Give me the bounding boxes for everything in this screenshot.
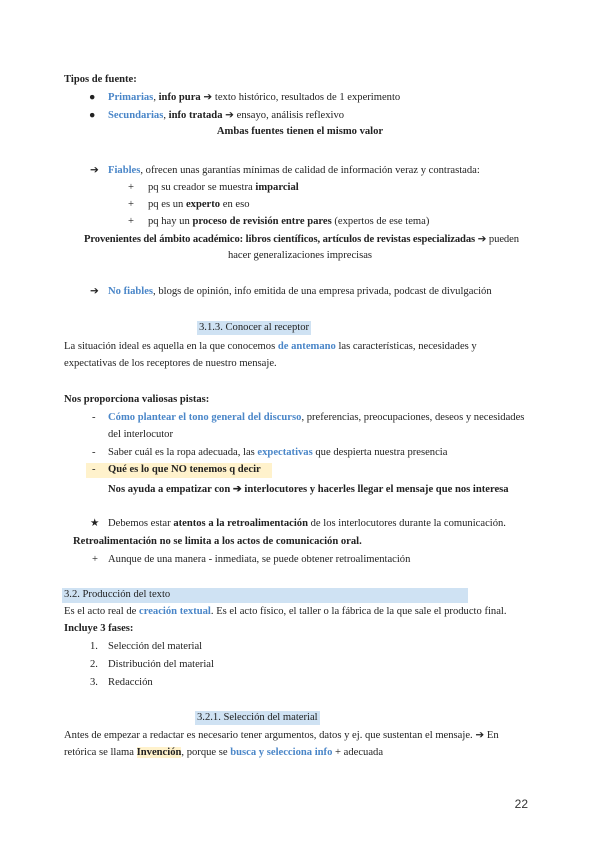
list-item-primarias bbox=[108, 91, 400, 105]
provenientes-line bbox=[84, 233, 519, 247]
text: La situación ideal es aquella en la que conocemos bbox=[64, 341, 278, 352]
blue-text: creación textual bbox=[139, 606, 211, 617]
nofiables-item bbox=[108, 285, 492, 299]
text: ➔ ensayo, análisis reflexivo bbox=[222, 110, 345, 121]
tipos-heading: Tipos de fuente: bbox=[64, 74, 137, 85]
pista-item-3: Qué es lo que NO tenemos q decir bbox=[108, 464, 261, 475]
text: , blogs de opinión, info emitida de una empresa privada, podcast de divulgación bbox=[153, 286, 492, 297]
text: ➔ pueden bbox=[475, 234, 519, 245]
pista-item-1 bbox=[108, 411, 524, 425]
bold-text: info tratada bbox=[168, 110, 223, 121]
section-heading-seleccion: 3.2.1. Selección del material bbox=[197, 712, 318, 723]
retro-star-line bbox=[108, 517, 506, 531]
list-number: 2. bbox=[90, 659, 98, 670]
blue-text: Cómo plantear el tono general del discurso bbox=[108, 412, 302, 423]
text: , ofrecen unas garantías mínimas de calidad de información veraz y contrastada: bbox=[140, 165, 480, 176]
list-item-secundarias bbox=[108, 109, 344, 123]
bold-text: experto bbox=[185, 199, 221, 210]
provenientes-line-2: hacer generalizaciones imprecisas bbox=[227, 250, 373, 261]
plus-icon: + bbox=[92, 554, 98, 565]
bullet-icon: ● bbox=[89, 110, 96, 121]
text: . Es el acto físico, el taller o la fábrica de la que sale el producto final. bbox=[210, 606, 507, 617]
text: en eso bbox=[220, 199, 250, 210]
term-fiables: Fiables bbox=[108, 165, 141, 176]
pista-note: Nos ayuda a empatizar con ➔ interlocutores y hacerles llegar el mensaje que nos interesa bbox=[108, 484, 509, 495]
text: Es el acto real de bbox=[64, 606, 139, 617]
list-number: 3. bbox=[90, 677, 98, 688]
term-secundarias: Secundarias bbox=[108, 110, 164, 121]
plus-icon: + bbox=[128, 216, 134, 227]
list-number: 1. bbox=[90, 641, 98, 652]
text: pq es un bbox=[148, 199, 186, 210]
pistas-heading: Nos proporciona valiosas pistas: bbox=[64, 394, 210, 405]
arrow-icon: ➔ bbox=[90, 165, 99, 176]
produccion-paragraph bbox=[64, 605, 507, 619]
text: Debemos estar bbox=[108, 518, 174, 529]
plus-icon: + bbox=[128, 182, 134, 193]
fiables-sub-1 bbox=[148, 181, 299, 195]
receptor-paragraph-2: expectativas de los receptores de nuestro mensaje. bbox=[64, 358, 277, 369]
text: , preferencias, preocupaciones, deseos y necesidades bbox=[301, 412, 525, 423]
dash-icon: - bbox=[92, 412, 96, 423]
separator: , bbox=[163, 110, 169, 121]
text: ➔ texto histórico, resultados de 1 experimento bbox=[200, 92, 401, 103]
seleccion-paragraph-2 bbox=[64, 746, 383, 760]
retro-line-2: Retroalimentación no se limita a los actos de comunicación oral. bbox=[73, 536, 362, 547]
pista-item-1-line-2: del interlocutor bbox=[108, 429, 174, 440]
text: retórica se llama bbox=[64, 747, 137, 758]
arrow-icon: ➔ bbox=[90, 286, 99, 297]
seleccion-paragraph: Antes de empezar a redactar es necesario tener argumentos, datos y ej. que sustentan el mensaje. ➔ En bbox=[64, 730, 499, 741]
star-icon: ★ bbox=[90, 518, 100, 529]
blue-text: busca y selecciona info bbox=[230, 747, 333, 758]
text: las características, necesidades y bbox=[335, 341, 477, 352]
receptor-paragraph bbox=[64, 340, 477, 354]
highlight-invencion: Invención bbox=[136, 747, 182, 758]
page-number: 22 bbox=[514, 797, 528, 811]
plus-icon: + bbox=[128, 199, 134, 210]
term-no-fiables: No fiables bbox=[108, 286, 154, 297]
text: pq su creador se muestra bbox=[148, 182, 256, 193]
fase-item: Redacción bbox=[108, 677, 153, 688]
blue-text: de antemano bbox=[277, 341, 336, 352]
bold-text: proceso de revisión entre pares bbox=[192, 216, 332, 227]
blue-text: expectativas bbox=[257, 447, 313, 458]
fase-item: Distribución del material bbox=[108, 659, 214, 670]
section-heading-produccion: 3.2. Producción del texto bbox=[64, 589, 171, 600]
text: , porque se bbox=[181, 747, 231, 758]
bold-text: info pura bbox=[158, 92, 201, 103]
dash-icon: - bbox=[92, 447, 96, 458]
text: Saber cuál es la ropa adecuada, las bbox=[108, 447, 258, 458]
fiables-sub-2 bbox=[148, 198, 250, 212]
fiables-sub-3 bbox=[148, 215, 429, 229]
bold-text: atentos a la retroalimentación bbox=[173, 518, 308, 529]
text: + adecuada bbox=[332, 747, 384, 758]
section-heading-receptor: 3.1.3. Conocer al receptor bbox=[199, 322, 310, 333]
text: (expertos de ese tema) bbox=[331, 216, 430, 227]
bold-text: Provenientes del ámbito académico: libros científicos, artículos de revistas especializadas bbox=[84, 234, 476, 245]
dash-icon: - bbox=[92, 464, 96, 475]
text: de los interlocutores durante la comunicación. bbox=[307, 518, 506, 529]
pista-item-2 bbox=[108, 446, 447, 460]
bullet-icon: ● bbox=[89, 92, 96, 103]
term-primarias: Primarias bbox=[108, 92, 154, 103]
retro-sub: Aunque de una manera - inmediata, se puede obtener retroalimentación bbox=[108, 554, 411, 565]
bold-text: imparcial bbox=[255, 182, 299, 193]
separator: , bbox=[153, 92, 159, 103]
fases-heading: Incluye 3 fases: bbox=[64, 623, 134, 634]
fiables-item bbox=[108, 164, 480, 178]
note-mismo-valor: Ambas fuentes tienen el mismo valor bbox=[216, 126, 384, 137]
text: pq hay un bbox=[148, 216, 193, 227]
text: que despierta nuestra presencia bbox=[312, 447, 448, 458]
fase-item: Selección del material bbox=[108, 641, 203, 652]
